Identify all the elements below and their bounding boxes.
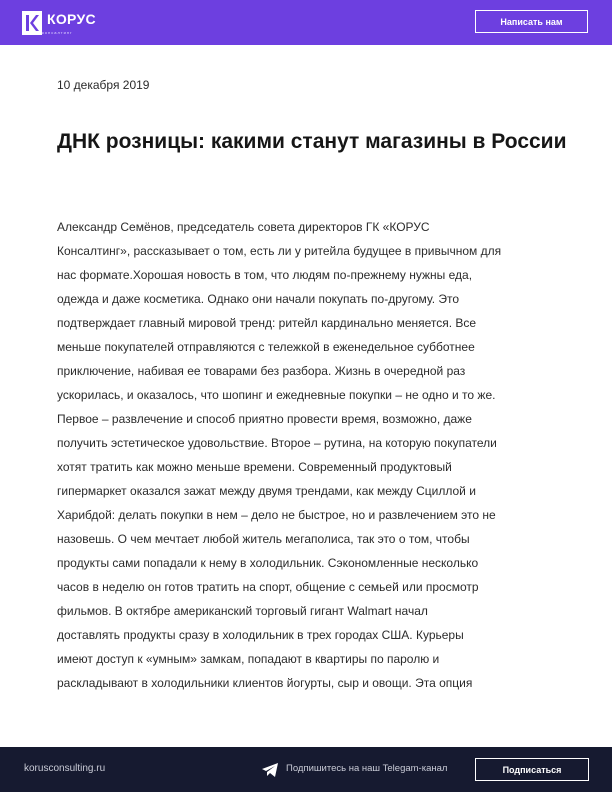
article-body (57, 215, 555, 695)
body-line: часов в неделю он готов тратить на спорт, общение с семьей или просмотр (57, 580, 479, 594)
korus-logo[interactable] (22, 10, 96, 35)
korus-logo-icon (22, 11, 42, 35)
body-line: одежда и даже косметика. Однако они начали покупать по-другому. Это (57, 292, 460, 306)
body-line: фильмов. В октябре американский торговый гигант Walmart начал (57, 604, 428, 618)
logo-text: КОРУС (47, 10, 96, 27)
article-date: 10 декабря 2019 (57, 78, 150, 92)
bottom-bar (0, 747, 612, 792)
write-us-button[interactable]: Написать нам (475, 10, 588, 33)
body-line: Консалтинг», рассказывает о том, есть ли у ритейла будущее в привычном для (57, 244, 502, 258)
telegram-link[interactable]: Подпишитесь на наш Telegam-канал (286, 763, 448, 774)
site-link[interactable]: korusconsulting.ru (24, 763, 106, 774)
top-bar (0, 0, 612, 45)
body-line: доставлять продукты сразу в холодильник в трех городах США. Курьеры (57, 628, 464, 642)
logo-subtext: консалтинг (42, 29, 73, 35)
telegram-icon[interactable] (262, 763, 278, 777)
body-line: продукты сами попадали к нему в холодильник. Сэкономленные несколько (57, 556, 479, 570)
body-line: приключение, набивая ее товарами без разбора. Жизнь в очередной раз (57, 364, 466, 378)
subscribe-button[interactable]: Подписаться (475, 758, 589, 781)
body-line: имеют доступ к «умным» замкам, попадают в квартиры по паролю и (57, 652, 440, 666)
body-line: Первое – развлечение и способ приятно провести время, возможно, даже (57, 412, 472, 426)
body-line: получить эстетическое удовольствие. Второе – рутина, на которую покупатели (57, 436, 497, 450)
body-line: хотят тратить как можно меньше времени. Современный продуктовый (57, 460, 452, 474)
body-line: Александр Семёнов, председатель совета директоров ГК «КОРУС (57, 220, 430, 234)
body-line: нас формате.Хорошая новость в том, что людям по-прежнему нужны еда, (57, 268, 473, 282)
body-line: ускорилась, и оказалось, что шопинг и ежедневные покупки – не одно и то же. (57, 388, 496, 402)
logo-wordmark (42, 11, 96, 35)
body-line: раскладывают в холодильники клиентов йогурты, сыр и овощи. Эта опция (57, 676, 473, 690)
body-line: гипермаркет оказался зажат между двумя трендами, как между Сциллой и (57, 484, 476, 498)
article-title: ДНК розницы: какими станут магазины в России (57, 130, 567, 153)
body-line: меньше покупателей отправляются с тележкой в еженедельное субботнее (57, 340, 475, 354)
body-line: Харибдой: делать покупки в нем – дело не быстрое, но и развлечением это не (57, 508, 496, 522)
body-line: подтверждает главный мировой тренд: ритейл кардинально меняется. Все (57, 316, 477, 330)
body-line: назовешь. О чем мечтает любой житель мегаполиса, так это о том, чтобы (57, 532, 470, 546)
